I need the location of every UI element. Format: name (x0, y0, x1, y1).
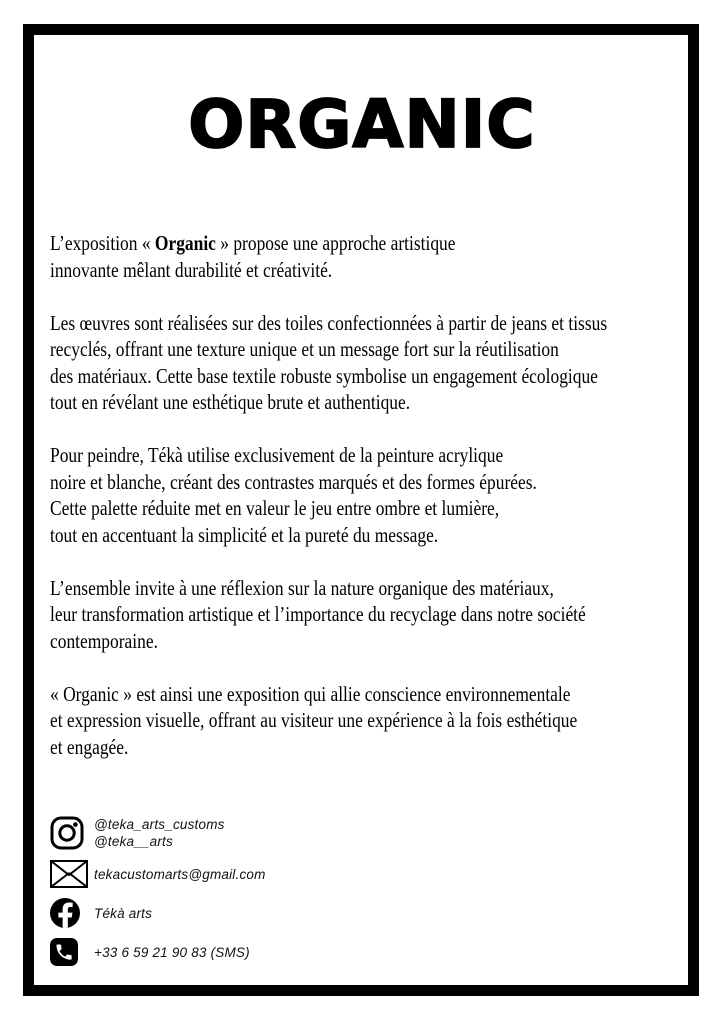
paragraph-painting (50, 442, 681, 548)
email-address: tekacustomarts@gmail.com (94, 866, 266, 882)
text-line: leur transformation artistique et l’importance du recyclage dans notre société (50, 602, 586, 626)
text-line: L’ensemble invite à une réflexion sur la nature organique des matériaux, (50, 575, 554, 600)
text-line: des matériaux. Cette base textile robuste symbolise un engagement écologique (50, 363, 598, 388)
text-segment: » propose une approche artistique (215, 231, 456, 255)
text-line: innovante mêlant durabilité et créativité. (50, 257, 333, 282)
paragraph-reflection (50, 575, 681, 655)
instagram-handles (94, 816, 225, 850)
phone-number: +33 6 59 21 90 83 (SMS) (94, 944, 250, 960)
facebook-name: Tékà arts (94, 905, 153, 921)
body-text (50, 230, 681, 787)
phone-icon (50, 938, 94, 966)
contact-email (50, 860, 266, 888)
text-line: tout en accentuant la simplicité et la pureté du message. (50, 522, 439, 547)
text-line: Pour peindre, Tékà utilise exclusivement de la peinture acrylique (50, 443, 504, 467)
instagram-handle-2: @teka__arts (94, 834, 173, 849)
paragraph-intro (50, 230, 681, 283)
contact-phone (50, 938, 266, 966)
exhibition-name-bold: Organic (154, 231, 216, 255)
paragraph-materials (50, 310, 681, 416)
text-line: contemporaine. (50, 628, 158, 653)
facebook-icon (50, 898, 94, 928)
text-line: recyclés, offrant une texture unique et un message fort sur la réutilisation (50, 337, 559, 361)
text-segment: L’exposition « (50, 231, 155, 255)
paragraph-conclusion (50, 681, 681, 761)
contact-instagram (50, 816, 266, 850)
text-line: Les œuvres sont réalisées sur des toiles confectionnées à partir de jeans et tissus (50, 310, 608, 335)
page-title: ORGANIC (188, 86, 536, 163)
envelope-icon (50, 860, 94, 888)
text-line: « Organic » est ainsi une exposition qui allie conscience environnementale (50, 681, 571, 706)
text-line: noire et blanche, créant des contrastes marqués et des formes épurées. (50, 469, 537, 494)
text-line: tout en révélant une esthétique brute et authentique. (50, 390, 411, 414)
text-line: Cette palette réduite met en valeur le jeu entre ombre et lumière, (50, 496, 500, 520)
contact-section (50, 816, 266, 976)
instagram-handle-1: @teka_arts_customs (94, 817, 225, 832)
instagram-icon (50, 816, 94, 850)
text-line: et engagée. (50, 734, 129, 759)
text-line: et expression visuelle, offrant au visiteur une expérience à la fois esthétique (50, 708, 578, 732)
text-line (50, 230, 681, 257)
contact-facebook (50, 898, 266, 928)
